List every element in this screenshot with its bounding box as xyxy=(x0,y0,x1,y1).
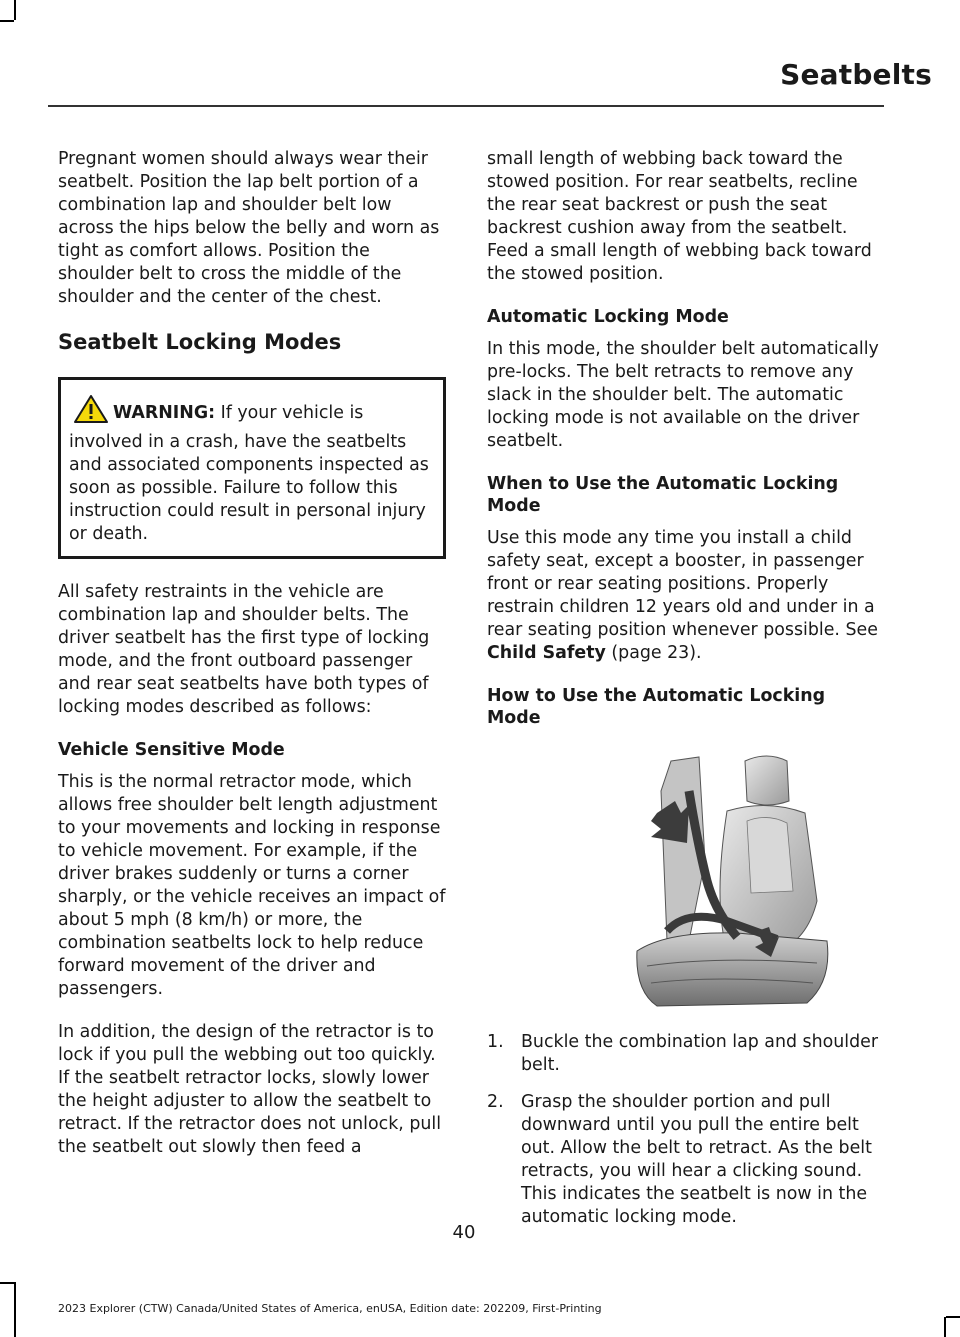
page-number: 40 xyxy=(452,1222,476,1243)
heading-vehicle-sensitive: Vehicle Sensitive Mode xyxy=(58,740,285,760)
when-to-use-paragraph: Use this mode any time you install a child safety seat, except a booster, in passenger front or rear seating positions. Properly restrain children 12 years old and under in a rear seating position whenever possible. See Child Safety (page 23). xyxy=(487,528,878,663)
footer-edition: 2023 Explorer (CTW) Canada/United States of America, enUSA, Edition date: 202209, First-Printing xyxy=(58,1302,602,1315)
intro-paragraph: Pregnant women should always wear their seatbelt. Position the lap belt portion of a combination lap and shoulder belt low across the hips below the belly and worn as tight as comfort allows. Position the shoulder belt to cross the middle of the shoulder and the center of the chest. xyxy=(58,149,440,307)
heading-how-to-use: How to Use the Automatic Locking Mode xyxy=(487,686,826,728)
retractor-paragraph: In addition, the design of the retractor is to lock if you pull the webbing out too quickly. If the seatbelt retractor locks, slowly lower the height adjuster to allow the seatbelt to retract. If the retractor does not unlock, pull the seatbelt out slowly then feed a xyxy=(58,1022,442,1157)
crop-mark xyxy=(0,20,14,22)
list-item: 2. Grasp the shoulder portion and pull downward until you pull the entire belt out. Allow the belt to retract. As the belt retracts, you will hear a clicking sound. This indicates the seatbelt is now in the automatic locking mode. xyxy=(487,1092,872,1227)
crop-mark xyxy=(0,1282,14,1284)
header-divider xyxy=(48,105,884,107)
seatbelt-illustration xyxy=(627,751,847,1011)
crop-mark xyxy=(946,1316,960,1318)
page-title: Seatbelts xyxy=(780,58,932,91)
restraints-paragraph: All safety restraints in the vehicle are combination lap and shoulder belts. The driver seatbelt has the first type of locking mode, and the front outboard passenger and rear seat seatbelts have both types of locking modes described as follows: xyxy=(58,582,430,717)
left-column xyxy=(58,148,446,1179)
automatic-locking-paragraph: In this mode, the shoulder belt automatically pre-locks. The belt retracts to remove any slack in the shoulder belt. The automatic locking mode is not available on the driver seatbelt. xyxy=(487,339,879,451)
crop-mark xyxy=(944,1317,946,1337)
heading-locking-modes: Seatbelt Locking Modes xyxy=(58,330,342,354)
steps-list xyxy=(487,1031,883,1229)
warning-text: If your vehicle is involved in a crash, have the seatbelts and associated components inspected as soon as possible. Failure to follow this instruction could result in personal injury or death. xyxy=(69,403,429,544)
right-column xyxy=(487,148,883,1243)
warning-box xyxy=(58,377,446,559)
list-item: 1. Buckle the combination lap and shoulder belt. xyxy=(487,1032,879,1075)
crop-mark xyxy=(14,0,16,20)
heading-automatic-locking: Automatic Locking Mode xyxy=(487,307,729,327)
warning-label: WARNING: xyxy=(113,403,216,423)
heading-when-to-use: When to Use the Automatic Locking Mode xyxy=(487,474,839,516)
warning-triangle-icon xyxy=(73,394,109,431)
vehicle-sensitive-paragraph: This is the normal retractor mode, which allows free shoulder belt length adjustment to your movements and locking in response to vehicle movement. For example, if the driver brakes suddenly or turns a corner sharply, or the vehicle receives an impact of about 5 mph (8 km/h) or more, the combination seatbelts lock to help reduce forward movement of the driver and passengers. xyxy=(58,772,446,999)
crop-mark xyxy=(14,1282,16,1337)
continued-paragraph: small length of webbing back toward the stowed position. For rear seatbelts, recline the rear seat backrest or push the seat backrest cushion away from the seatbelt. Feed a small length of webbing back toward the stowed position. xyxy=(487,149,872,284)
child-safety-link[interactable]: Child Safety xyxy=(487,643,606,663)
